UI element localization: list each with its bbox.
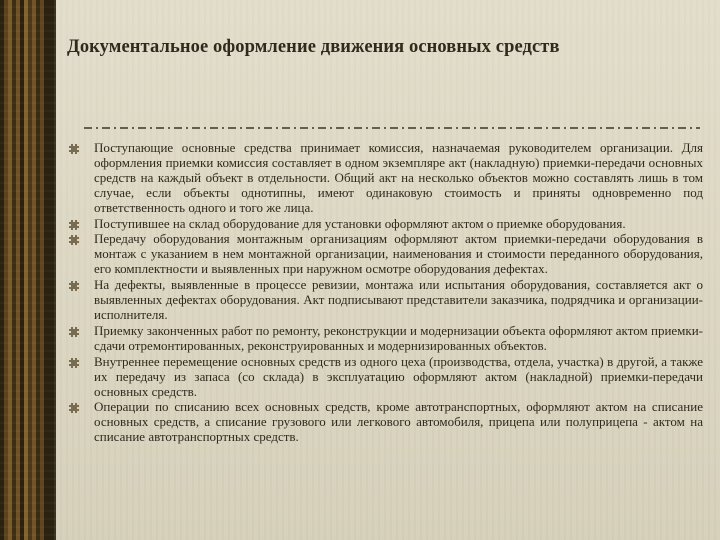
bullet-icon	[68, 143, 80, 155]
list-item-text: Поступившее на склад оборудование для установки оформляют актом о приемке оборудования.	[94, 215, 626, 231]
content-list	[68, 141, 703, 446]
list-item-7	[68, 400, 703, 445]
list-item-2	[68, 217, 703, 232]
list-item-text: Приемку законченных работ по ремонту, реконструкции и модернизации объекта оформляют актом приемки-сдачи отремонтированных, реконструированных и модернизированных объектов.	[94, 322, 703, 353]
list-item-text: Поступающие основные средства принимает комиссия, назначаемая руководителем организации. Для оформления приемки комиссия составляет в одном экземпляре акт (накладную) приемки-передачи основных средств на каждый объект в отдельности. Общий акт на несколько объектов можно составлять лишь в том случае, если объекты однотипны, имеют одинаковую стоимость и приняты одновременно под ответственность одного и того же лица.	[94, 140, 703, 215]
list-item-4	[68, 278, 703, 323]
bullet-icon	[68, 326, 80, 338]
slide-title: Документальное оформление движения основных средств	[67, 37, 560, 57]
list-item-6	[68, 355, 703, 400]
list-item-text: На дефекты, выявленные в процессе ревизии, монтажа или испытания оборудования, составляется акт о выявленных дефектах оборудования. Акт подписывают представители заказчика, подрядчика и организации-исполнителя.	[94, 277, 703, 322]
bullet-icon	[68, 357, 80, 369]
list-item-text: Внутреннее перемещение основных средств из одного цеха (производства, отдела, участка) в другой, а также их передачу из запаса (со склада) в эксплуатацию оформляют актом (накладной) приемки-передачи основных средств.	[94, 353, 703, 399]
bullet-icon	[68, 402, 80, 414]
decorative-left-rail	[0, 0, 56, 540]
list-item-5	[68, 324, 703, 354]
bullet-icon	[68, 280, 80, 292]
list-item-text: Операции по списанию всех основных средств, кроме автотранспортных, оформляют актом на списание основных средств, а списание грузового или легкового автомобиля, прицепа или полуприцепа - актом на списание автотранспортных средств.	[94, 399, 703, 445]
dashed-divider	[84, 127, 700, 129]
list-item-text: Передачу оборудования монтажным организациям оформляют актом приемки-передачи оборудования в монтаж с указанием в нем монтажной организации, наименования и стоимости переданного оборудования, его комплектности и выявленных при наружном осмотре оборудования дефектах.	[94, 231, 703, 277]
list-item-1	[68, 141, 703, 216]
bullet-icon	[68, 219, 80, 231]
list-item-3	[68, 232, 703, 277]
bullet-icon	[68, 234, 80, 246]
